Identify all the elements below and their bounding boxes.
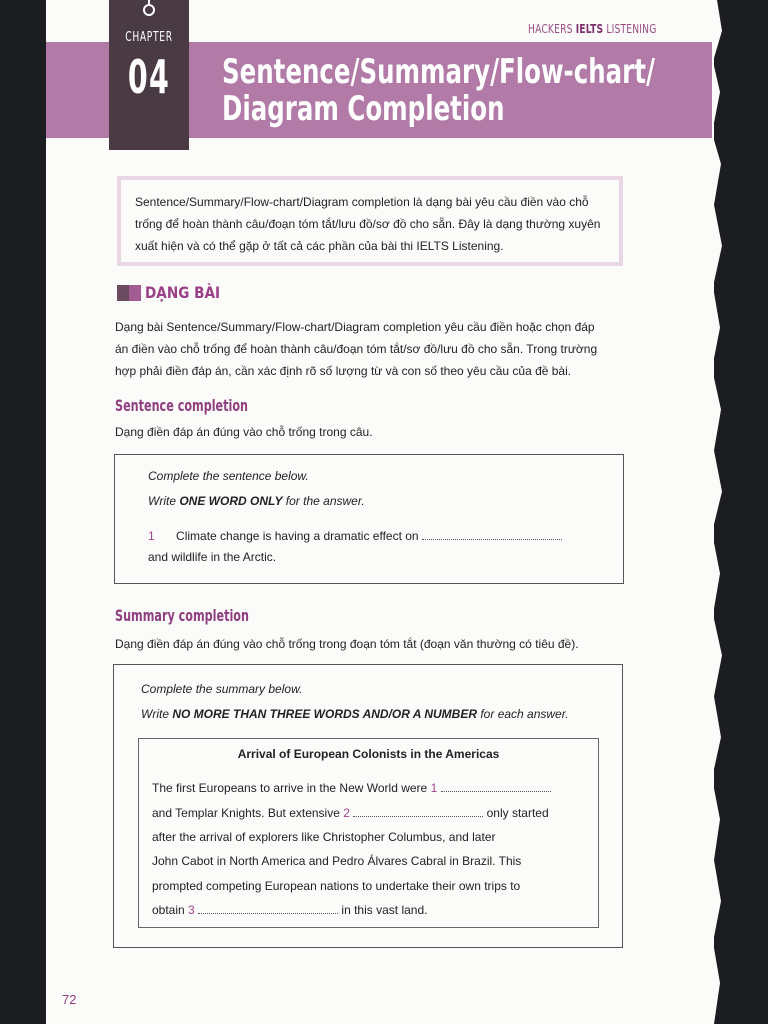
- page-number: 72: [62, 992, 77, 1007]
- chapter-title-line2: Diagram Completion: [222, 89, 505, 129]
- answer-blank[interactable]: [353, 816, 483, 817]
- question-number: 1: [148, 529, 155, 543]
- question-number: 3: [188, 903, 195, 917]
- answer-blank[interactable]: [441, 791, 551, 792]
- summary-text: in this vast land.: [341, 903, 428, 917]
- paragraph-line: án điền vào chỗ trống để hoàn thành câu/đoạn tóm tắt/sơ đồ/lưu đồ cho sẵn. Trong trường: [115, 342, 598, 356]
- chapter-tab: [109, 0, 189, 150]
- heading-square-icon: [117, 285, 129, 301]
- sentence-completion-heading: Sentence completion: [115, 396, 249, 415]
- section-paragraph: [115, 316, 635, 382]
- instruction-text: for the answer.: [282, 494, 365, 508]
- torn-edge: [706, 0, 726, 1024]
- summary-instruction-limit: [141, 707, 569, 721]
- summary-instruction: Complete the summary below.: [141, 682, 303, 696]
- summary-text: only started: [486, 806, 549, 820]
- summary-text: and Templar Knights. But extensive: [152, 806, 340, 820]
- summary-text: The first Europeans to arrive in the New World were: [152, 781, 428, 795]
- sentence-instruction-limit: [148, 494, 365, 508]
- section-heading: [117, 283, 233, 302]
- summary-line: John Cabot in North America and Pedro Álvares Cabral in Brazil. This: [152, 854, 522, 868]
- hanger-ring-icon: [143, 4, 155, 16]
- summary-line: prompted competing European nations to undertake their own trips to: [152, 879, 521, 893]
- summary-line: [152, 806, 549, 820]
- question-text-continued: and wildlife in the Arctic.: [148, 550, 277, 564]
- answer-blank[interactable]: [422, 539, 562, 540]
- sentence-example-box: [114, 454, 624, 584]
- header-brand-suffix: LISTENING: [606, 22, 657, 36]
- question-number: 2: [343, 806, 350, 820]
- intro-line: xuất hiện và có thể gặp ở tất cả các phần của bài thi IELTS Listening.: [135, 239, 504, 253]
- summary-completion-heading: Summary completion: [115, 606, 249, 625]
- chapter-number: 04: [127, 50, 171, 104]
- paragraph-line: hợp phải điền đáp án, cần xác định rõ số lượng từ và con số theo yêu cầu của đề bài.: [115, 364, 572, 378]
- question-number: 1: [430, 781, 438, 795]
- summary-text: obtain: [152, 903, 185, 917]
- instruction-text: Write: [141, 707, 173, 721]
- instruction-bold: ONE WORD ONLY: [179, 494, 283, 508]
- intro-box: [117, 176, 623, 266]
- answer-blank[interactable]: [198, 913, 338, 914]
- summary-completion-description: Dạng điền đáp án đúng vào chỗ trống trong đoạn tóm tắt (đoạn văn thường có tiêu đề).: [115, 637, 579, 651]
- chapter-title-line1: Sentence/Summary/Flow-chart/: [222, 52, 655, 92]
- summary-passage-box: [138, 738, 599, 928]
- instruction-text: for each answer.: [477, 707, 569, 721]
- paragraph-line: Dạng bài Sentence/Summary/Flow-chart/Diagram completion yêu cầu điền hoặc chọn đáp: [115, 320, 595, 334]
- running-header: [528, 22, 657, 36]
- header-brand-bold: IELTS: [575, 22, 604, 36]
- instruction-text: Write: [148, 494, 180, 508]
- chapter-label: CHAPTER: [125, 30, 173, 45]
- question-text: Climate change is having a dramatic effect on: [176, 529, 419, 543]
- summary-line: [152, 781, 551, 795]
- heading-square-icon: [129, 285, 141, 301]
- sentence-completion-description: Dạng điền đáp án đúng vào chỗ trống trong câu.: [115, 425, 373, 439]
- summary-line: [152, 903, 427, 917]
- summary-line: after the arrival of explorers like Christopher Columbus, and later: [152, 830, 496, 844]
- sentence-instruction: Complete the sentence below.: [148, 469, 309, 483]
- header-brand-prefix: HACKERS: [528, 22, 573, 36]
- intro-line: Sentence/Summary/Flow-chart/Diagram completion là dạng bài yêu cầu điền vào chỗ: [135, 195, 589, 209]
- section-heading-text: DẠNG BÀI: [145, 283, 221, 302]
- instruction-bold: NO MORE THAN THREE WORDS AND/OR A NUMBER: [172, 707, 478, 721]
- chapter-title: [222, 52, 655, 129]
- question-1: [148, 529, 562, 543]
- intro-line: trống để hoàn thành câu/đoạn tóm tắt/lưu đồ/sơ đồ cho sẵn. Đây là dạng thường xuyên: [135, 217, 601, 231]
- summary-title: Arrival of European Colonists in the Americas: [237, 747, 500, 761]
